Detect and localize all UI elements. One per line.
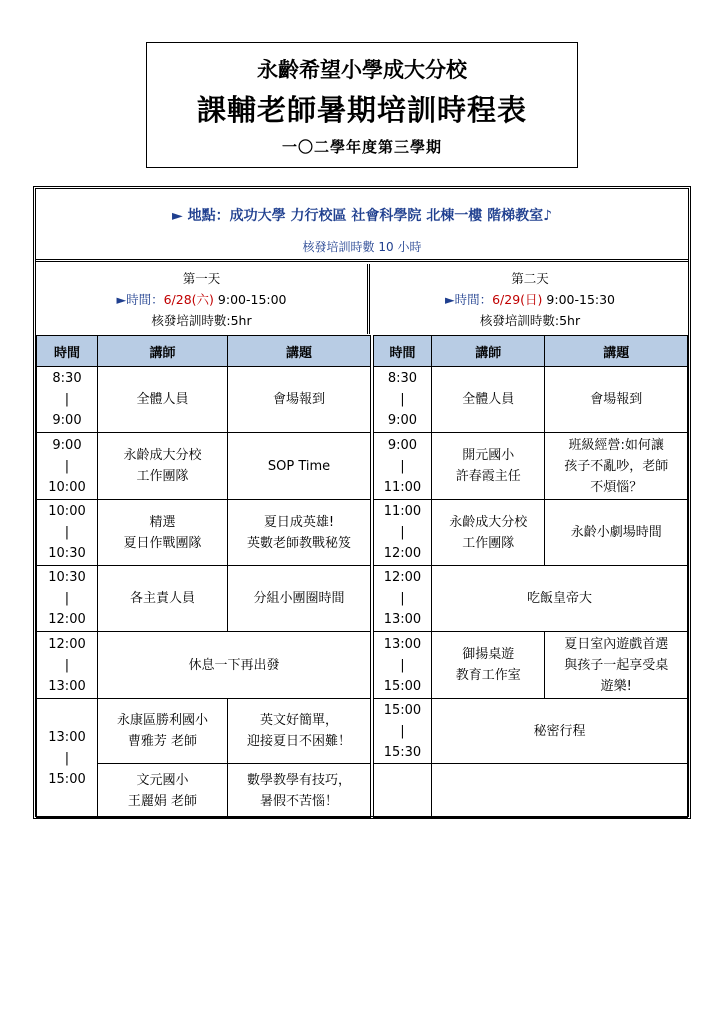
table-row: [374, 632, 688, 699]
col-teacher: 講師: [98, 336, 228, 367]
teacher-cell: 文元國小 王麗娟 老師: [98, 764, 228, 818]
page-title: 課輔老師暑期培訓時程表: [196, 93, 527, 127]
location-text: 地點：成功大學 力行校區 社會科學院 北棟一樓 階梯教室♪: [187, 208, 553, 224]
title-box: [146, 42, 578, 168]
arrow-icon: ►: [444, 292, 455, 307]
col-topic: 講題: [545, 336, 688, 367]
day1-time: [36, 289, 367, 310]
empty-cell: [431, 764, 687, 818]
topic-cell: 班級經營:如何讓 孩子不亂吵，老師 不煩惱？: [545, 433, 688, 500]
location-line: [36, 206, 688, 226]
table-row: [374, 433, 688, 500]
total-hours: 核發培訓時數 10 小時: [302, 240, 422, 254]
time-cell: 8:30 | 9:00: [37, 367, 98, 433]
table-row: [37, 433, 371, 500]
table-row: [374, 566, 688, 632]
topic-cell: 夏日室內遊戲首選 與孩子一起享受桌 遊樂!: [545, 632, 688, 699]
table-row: [374, 699, 688, 764]
day1-header: [36, 264, 370, 334]
teacher-cell: 永康區勝利國小 曹雅芳 老師: [98, 699, 228, 764]
topic-cell: 數學教學有技巧， 暑假不苦惱！: [228, 764, 371, 818]
merged-cell: 休息一下再出發: [98, 632, 371, 699]
day1-time-prefix: 時間：: [126, 292, 164, 307]
topic-cell: SOP Time: [228, 433, 371, 500]
time-cell: 13:00 | 15:00: [374, 632, 432, 699]
table-row: [37, 699, 371, 764]
day1-credit: 核發培訓時數:5hr: [151, 313, 252, 328]
col-time: 時間: [37, 336, 98, 367]
teacher-cell: 各主責人員: [98, 566, 228, 632]
table-row: [374, 764, 688, 818]
topic-cell: 分組小團圈時間: [228, 566, 371, 632]
day2-label: 第二天: [511, 271, 549, 286]
day2-time: [372, 289, 688, 310]
topic-cell: 會場報到: [545, 367, 688, 433]
topic-cell: 永齡小劇場時間: [545, 500, 688, 566]
time-cell: 12:00 | 13:00: [374, 566, 432, 632]
merged-cell: 秘密行程: [431, 699, 687, 764]
arrow-icon: ►: [171, 208, 183, 224]
day2-hours-range: 9:00-15:30: [542, 292, 616, 307]
teacher-cell: 全體人員: [98, 367, 228, 433]
teacher-cell: 永齡成大分校 工作團隊: [98, 433, 228, 500]
teacher-cell: 精選 夏日作戰團隊: [98, 500, 228, 566]
table-row: [374, 500, 688, 566]
term-label: 一〇二學年度第三學期: [281, 138, 442, 156]
time-cell: 9:00 | 11:00: [374, 433, 432, 500]
time-cell: 9:00 | 10:00: [37, 433, 98, 500]
time-cell: 10:00 | 10:30: [37, 500, 98, 566]
day1-date: 6/28(六): [163, 292, 214, 307]
time-cell: 10:30 | 12:00: [37, 566, 98, 632]
arrow-icon: ►: [116, 292, 127, 307]
topic-cell: 英文好簡單， 迎接夏日不困難！: [228, 699, 371, 764]
time-cell: 11:00 | 12:00: [374, 500, 432, 566]
table-row: [37, 566, 371, 632]
table-row: [37, 500, 371, 566]
teacher-cell: 開元國小 許春霞主任: [431, 433, 545, 500]
col-teacher: 講師: [431, 336, 545, 367]
school-name: 永齡希望小學成大分校: [257, 58, 467, 82]
col-time: 時間: [374, 336, 432, 367]
time-cell: 13:00 | 15:00: [37, 699, 98, 818]
day1-hours-range: 9:00-15:00: [213, 292, 287, 307]
topic-cell: 夏日成英雄! 英數老師教戰秘笈: [228, 500, 371, 566]
time-cell: 15:00 | 15:30: [374, 699, 432, 764]
topic-cell: 會場報到: [228, 367, 371, 433]
day2-date: 6/29(日): [492, 292, 543, 307]
day1-table: [36, 335, 371, 818]
merged-cell: 吃飯皇帝大: [431, 566, 687, 632]
day2-header: [372, 264, 688, 334]
time-cell: 12:00 | 13:00: [37, 632, 98, 699]
teacher-cell: 御揚桌遊 教育工作室: [431, 632, 545, 699]
teacher-cell: 永齡成大分校 工作團隊: [431, 500, 545, 566]
day2-time-prefix: 時間：: [454, 292, 493, 307]
day1-label: 第一天: [182, 271, 221, 286]
teacher-cell: 全體人員: [431, 367, 545, 433]
day2-credit: 核發培訓時數:5hr: [479, 313, 581, 328]
time-cell: 8:30 | 9:00: [374, 367, 432, 433]
table-row: [374, 367, 688, 433]
schedule-frame: [33, 186, 691, 819]
table-row: [37, 632, 371, 699]
location-banner: [36, 189, 688, 262]
day2-table: [373, 335, 688, 818]
table-row: [37, 367, 371, 433]
empty-cell: [374, 764, 432, 818]
col-topic: 講題: [228, 336, 371, 367]
